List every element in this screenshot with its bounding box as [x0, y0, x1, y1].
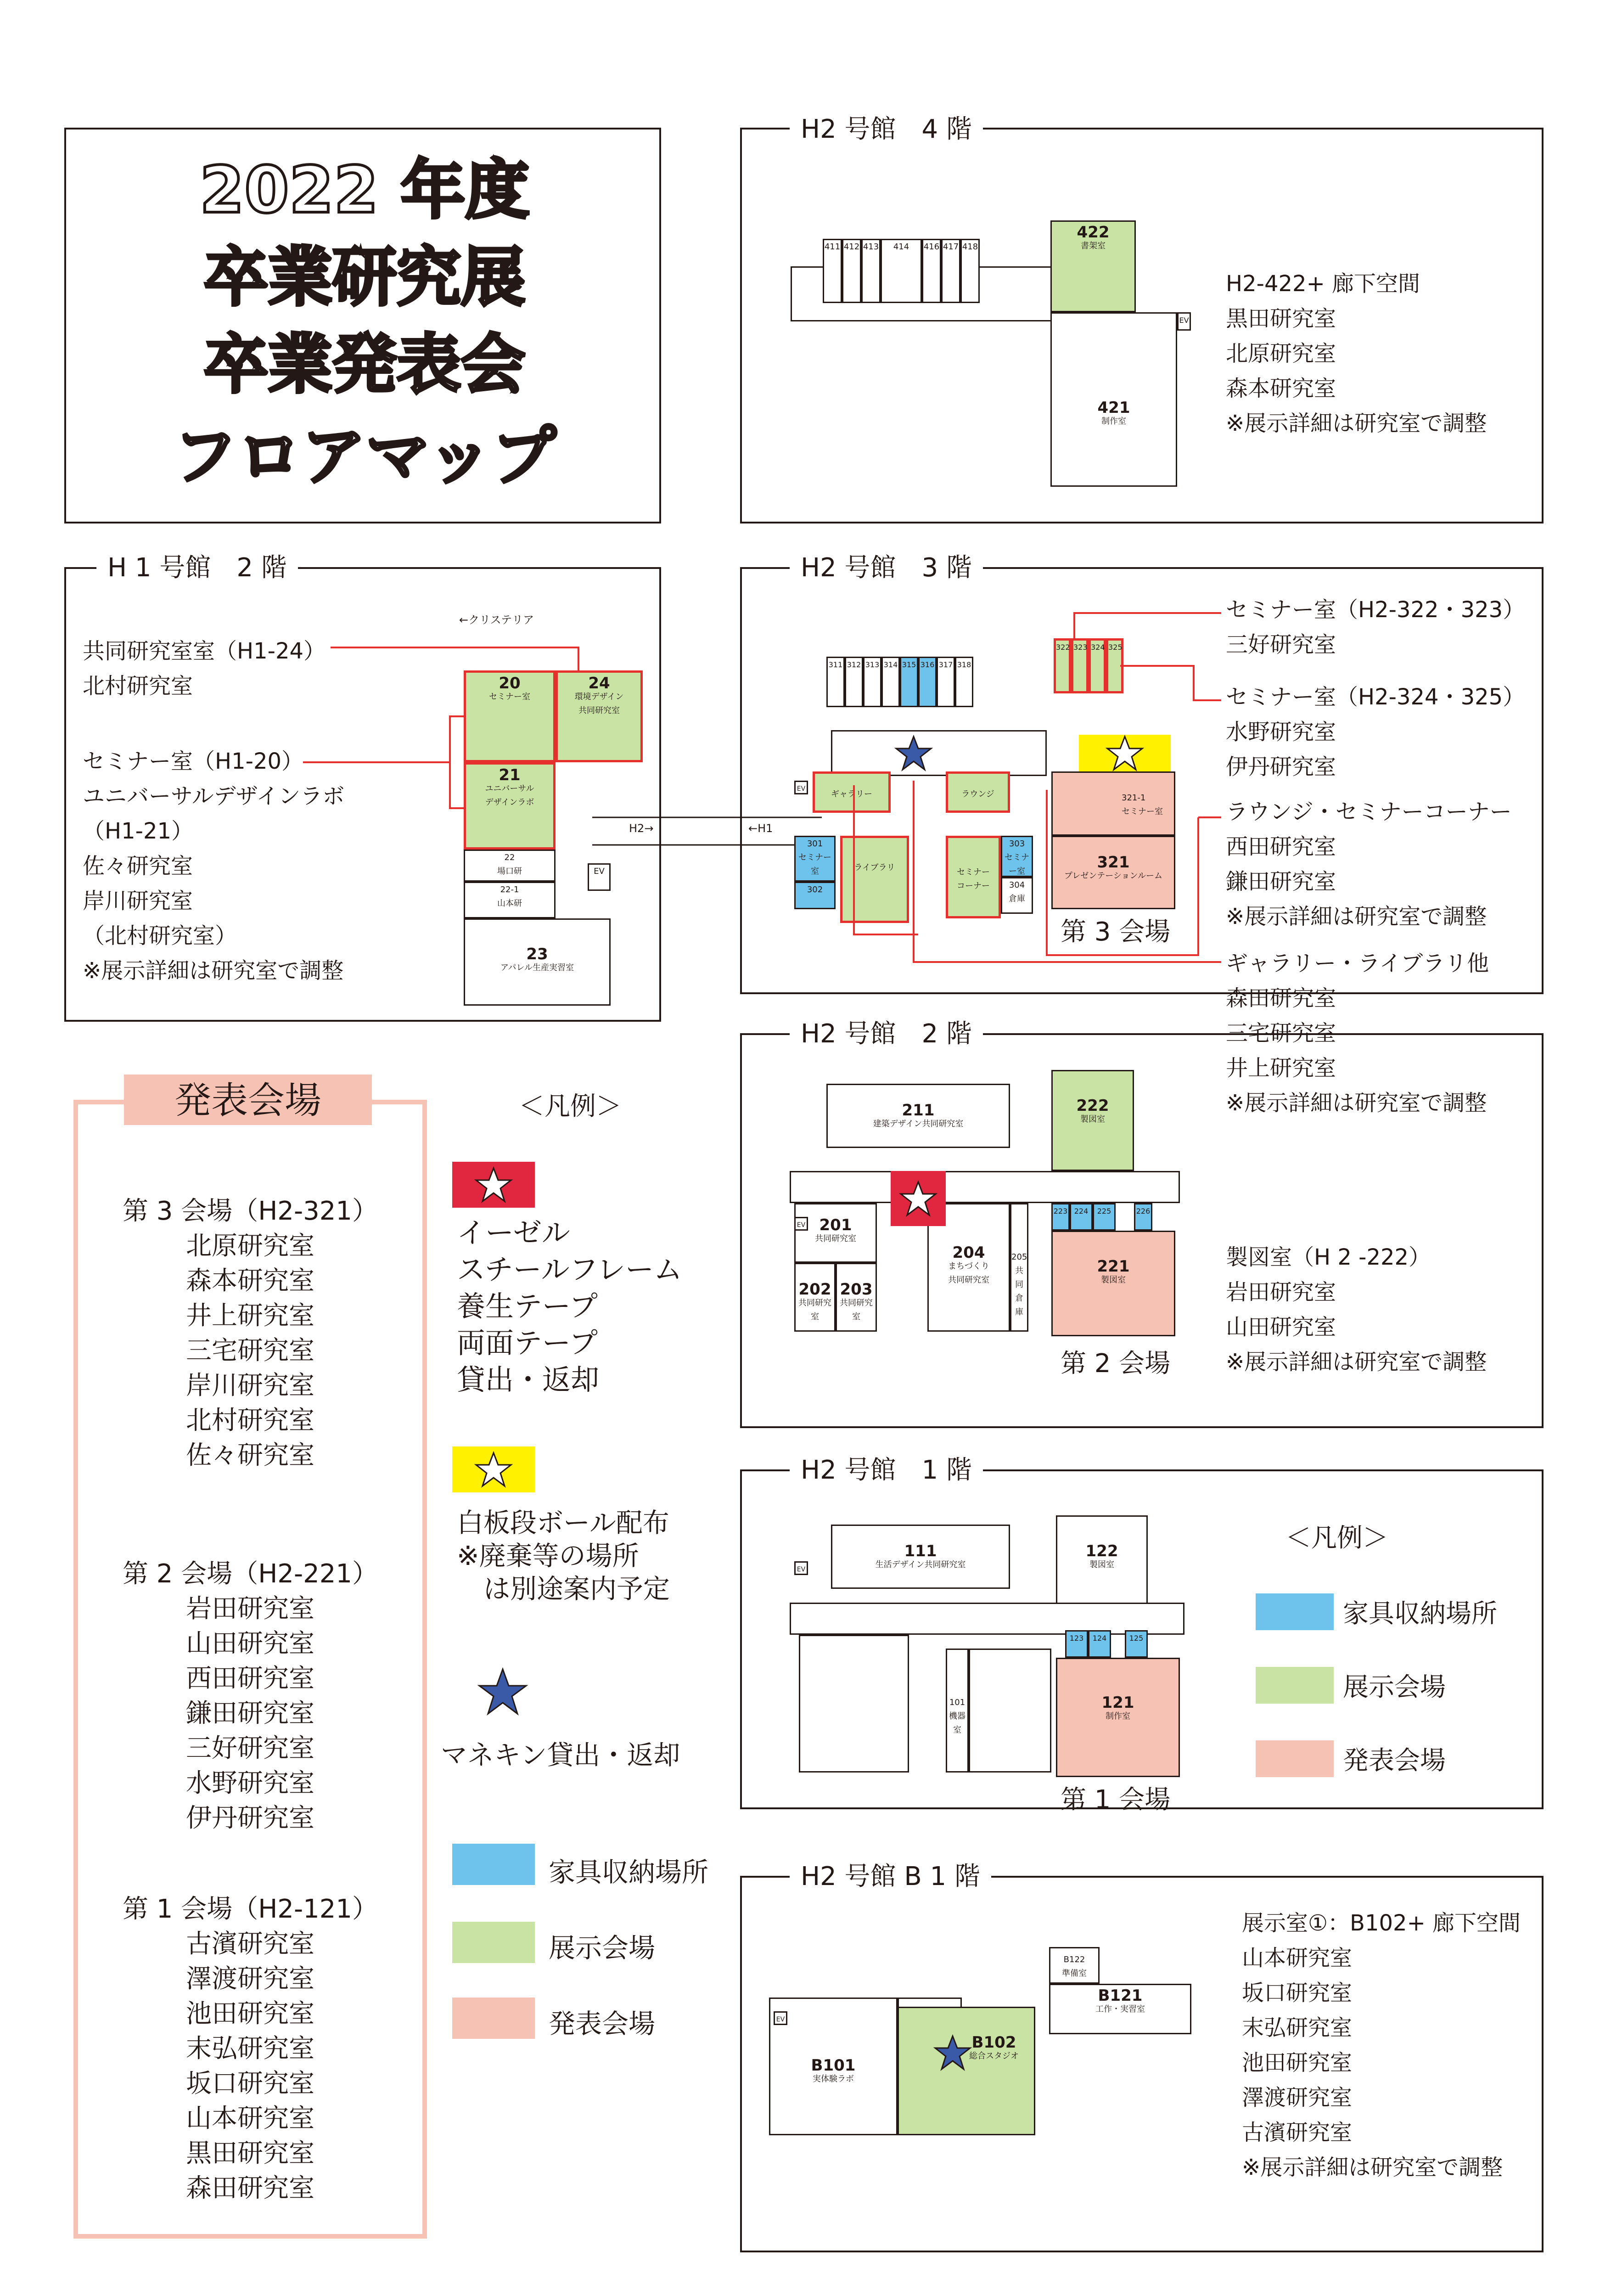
room-222: 222 製図室 — [1051, 1070, 1134, 1171]
h2-1f-ev: EV — [794, 1561, 808, 1575]
room-417: 417 — [941, 239, 960, 303]
venue-3-lab: 北村研究室 — [186, 1406, 314, 1435]
h2-b1-notes: 展示室①：B102+ 廊下空間 山本研究室 坂口研究室 末弘研究室 池田研究室 澤渡研究室 古濱研究室 ※展示詳細は研究室で調整 — [1242, 1910, 1521, 2180]
h2-1f-legend-storage — [1256, 1589, 1554, 1630]
venue-2-lab: 三好研究室 — [186, 1733, 314, 1763]
room-303: 303 セミナー室 — [1001, 836, 1033, 877]
h2-b1-label: H2 号館 B 1 階 — [790, 1862, 991, 1891]
room-311: 311 — [826, 657, 845, 707]
venue-3-label: 第 3 会場 — [1061, 917, 1171, 947]
room-121: 121 制作室 — [1056, 1658, 1180, 1777]
room-111: 111 生活デザイン共同研究室 — [831, 1525, 1010, 1589]
venue-2-title: 第 2 会場（H2-221） — [122, 1559, 378, 1589]
room-412: 412 — [842, 239, 861, 303]
room-h1-20: 20 セミナー室 — [464, 670, 556, 762]
legend-title: ＜凡例＞ — [519, 1092, 622, 1121]
legend-board-text: 白板段ボール配布 ※廃棄等の場所 は別途案内予定 — [457, 1507, 670, 1604]
legend-presentation-text: 発表会場 — [549, 2008, 656, 2039]
h2-1f-legend-exhibit-swatch — [1256, 1667, 1334, 1704]
h2-4f-label: H2 号館 4 階 — [790, 115, 983, 144]
title-line-3: 卒業発表会 — [203, 327, 526, 402]
room-416: 416 — [922, 239, 941, 303]
room-312: 312 — [845, 657, 863, 707]
room-313: 313 — [863, 657, 881, 707]
room-225: 225 — [1093, 1203, 1116, 1231]
h2-3f-note-d: ギャラリー・ライブラリ他 森田研究室 三宅研究室 井上研究室 ※展示詳細は研究室で調整 — [1226, 951, 1489, 1116]
room-322: 322 — [1054, 638, 1071, 693]
h2-1f-legend-presentation — [1256, 1736, 1554, 1777]
h2-1f-legend-exhibit — [1256, 1662, 1554, 1704]
room-224: 224 — [1070, 1203, 1093, 1231]
venue-2-lab: 岩田研究室 — [186, 1594, 314, 1624]
h2-1f-legend-storage-swatch — [1256, 1593, 1334, 1630]
h2-3f-label: H2 号館 3 階 — [790, 553, 983, 583]
venue-1-lab: 山本研究室 — [186, 2104, 314, 2133]
h2-1f-seminar-row — [1065, 1630, 1148, 1658]
room-h1-22-1: 22-1 山本研 — [464, 882, 556, 918]
room-b101: B101 実体験ラボ — [769, 1998, 898, 2135]
room-b102: B102 総合スタジオ — [898, 2007, 1035, 2135]
h2-b1-plan — [769, 1942, 1228, 2144]
mannequin-star-icon — [934, 2034, 971, 2071]
room-321: 321 プレゼンテーションルーム — [1051, 836, 1175, 909]
h2-2f-seminar-row — [1051, 1203, 1152, 1231]
room-211: 211 建築デザイン共同研究室 — [826, 1084, 1010, 1148]
room-h1-22: 22 場口研 — [464, 850, 556, 882]
room-414: 414 — [881, 239, 922, 303]
h2-2f-easel-marker — [891, 1171, 946, 1226]
room-204: 204 まちづくり 共同研究室 — [927, 1203, 1010, 1332]
h2-2f-label: H2 号館 2 階 — [790, 1019, 983, 1049]
venue-1-lab: 古濱研究室 — [186, 1929, 314, 1959]
arrow-to-h2: H2→ — [629, 822, 654, 835]
room-301: 301 セミナー室 — [794, 836, 836, 882]
room-413: 413 — [861, 239, 881, 303]
room-h1-21: 21 ユニバーサル デザインラボ — [464, 762, 556, 850]
h2-3f-ev: EV — [794, 781, 808, 794]
venue-2-lab: 水野研究室 — [186, 1768, 314, 1798]
room-h1-24: 24 環境デザイン 共同研究室 — [556, 670, 643, 762]
legend-easel-text: イーゼル スチールフレーム 養生テープ 両面テープ 貸出・返却 — [457, 1216, 683, 1396]
legend-exhibit-swatch — [452, 1922, 535, 1963]
venue-1-lab: 森田研究室 — [186, 2173, 314, 2203]
venue-3-lab: 三宅研究室 — [186, 1336, 314, 1366]
h2-2f-ev: EV — [794, 1217, 808, 1231]
venue-1-lab: 澤渡研究室 — [186, 1964, 314, 1994]
legend-board-swatch — [452, 1446, 535, 1492]
room-203: 203 共同研究室 — [836, 1263, 877, 1332]
room-h1-23: 23 アパレル生産実習室 — [464, 918, 611, 1006]
room-125: 125 — [1125, 1630, 1148, 1658]
venue-2-lab: 西田研究室 — [186, 1664, 314, 1694]
room-122: 122 製図室 — [1056, 1515, 1148, 1607]
room-123: 123 — [1065, 1630, 1088, 1658]
star-icon — [475, 1166, 512, 1203]
star-icon — [900, 1180, 937, 1217]
room-421: 421 制作室 — [1050, 312, 1177, 487]
venue-1-lab: 末弘研究室 — [186, 2034, 314, 2064]
venue-3-title: 第 3 会場（H2-321） — [122, 1196, 378, 1226]
room-411: 411 — [823, 239, 842, 303]
room-321-1: 321-1 セミナー室 — [1051, 771, 1175, 836]
legend-mannequin-star-icon — [477, 1667, 528, 1717]
h2-2f-notes: 製図室（H 2 -222） 岩田研究室 山田研究室 ※展示詳細は研究室で調整 — [1226, 1244, 1487, 1375]
cafeteria-label: ←クリステリア — [459, 613, 534, 626]
venue-3-lab: 井上研究室 — [186, 1301, 314, 1331]
venue-3-lab: 北原研究室 — [186, 1231, 314, 1261]
h1-2f-label: H 1 号館 2 階 — [96, 553, 298, 583]
h2-1f-legend-presentation-swatch — [1256, 1740, 1334, 1777]
h2-1f-legend-exhibit-label: 展示会場 — [1343, 1672, 1446, 1702]
h2-1f-plan — [790, 1511, 1230, 1795]
venue-2-lab: 山田研究室 — [186, 1629, 314, 1659]
room-202: 202 共同研究室 — [794, 1263, 836, 1332]
venue-2-lab: 鎌田研究室 — [186, 1699, 314, 1728]
h2-3f-lounge: ラウンジ — [946, 771, 1010, 813]
room-315: 315 — [900, 657, 918, 707]
h2-4f-ev: EV — [1177, 312, 1191, 331]
h2-3f-note-a: セミナー室（H2-322・323） 三好研究室 — [1226, 597, 1525, 658]
h2-4f-notes: H2-422+ 廊下空間 黒田研究室 北原研究室 森本研究室 ※展示詳細は研究室で調整 — [1226, 271, 1487, 436]
room-201: 201 共同研究室 — [794, 1203, 877, 1263]
room-418: 418 — [960, 239, 980, 303]
legend-exhibit-text: 展示会場 — [549, 1932, 656, 1964]
venue-1-lab: 黒田研究室 — [186, 2138, 314, 2168]
room-302: 302 — [794, 882, 836, 909]
h1-2f-note-a: 共同研究室室（H1-24） 北村研究室 — [83, 638, 326, 699]
venue-3-lab: 佐々研究室 — [186, 1441, 314, 1470]
room-b121: B121 工作・実習室 — [1049, 1984, 1191, 2034]
room-325: 325 — [1106, 638, 1123, 693]
h2-1f-lobby — [799, 1635, 909, 1773]
h2-2f-hall — [790, 1171, 1180, 1203]
title-line-4: フロアマップ — [173, 419, 556, 494]
legend-easel-swatch — [452, 1162, 535, 1208]
h2-3f-seminar-corner: セミナー コーナー — [946, 836, 1001, 918]
room-221: 221 製図室 — [1051, 1231, 1175, 1336]
venue-3-lab: 森本研究室 — [186, 1266, 314, 1296]
title-line-2: 卒業研究展 — [203, 240, 526, 315]
room-324: 324 — [1089, 638, 1106, 693]
room-205: 205 共同倉庫 — [1010, 1203, 1028, 1332]
legend-mannequin-text: マネキン貸出・返却 — [441, 1739, 680, 1771]
h2-b1-ev: EV — [774, 2011, 787, 2025]
h2-3f-note-c: ラウンジ・セミナーコーナー 西田研究室 鎌田研究室 ※展示詳細は研究室で調整 — [1226, 799, 1512, 929]
venue-1-lab: 池田研究室 — [186, 1999, 314, 2029]
title-line-1: 2022 年度 — [199, 153, 530, 228]
venue-list-heading: 発表会場 — [124, 1075, 372, 1125]
room-422: 422 書架室 — [1050, 220, 1136, 312]
room-317: 317 — [937, 657, 955, 707]
room-318: 318 — [955, 657, 973, 707]
h2-3f-library: ライブラリ — [840, 836, 909, 923]
venue-3-lab: 岸川研究室 — [186, 1371, 314, 1401]
room-124: 124 — [1088, 1630, 1111, 1658]
star-icon — [475, 1451, 512, 1488]
room-314: 314 — [881, 657, 900, 707]
h2-1f-legend-presentation-label: 発表会場 — [1343, 1746, 1446, 1776]
legend-presentation-swatch — [452, 1998, 535, 2039]
h2-1f-legend-title: ＜凡例＞ — [1285, 1523, 1388, 1553]
room-323: 323 — [1071, 638, 1089, 693]
room-304: 304 倉庫 — [1001, 877, 1033, 914]
venue-1-title: 第 1 会場（H2-121） — [122, 1894, 378, 1924]
venue-2-list — [73, 1557, 427, 1836]
h2-1f-atrium — [969, 1649, 1051, 1773]
h2-2f-plan — [790, 1065, 1203, 1387]
room-101: 101 機器室 — [946, 1649, 969, 1773]
venue-1-lab: 坂口研究室 — [186, 2069, 314, 2099]
h2-1f-label: H2 号館 1 階 — [790, 1456, 983, 1485]
venue-1-list — [73, 1892, 427, 2206]
h1-2f-note-b: セミナー室（H1-20） ユニバーサルデザインラボ （H1-21） 佐々研究室 岸川研究室 （北村研究室） ※展示詳細は研究室で調整 — [83, 748, 345, 984]
venue-3-list — [73, 1194, 427, 1473]
venue-1-label: 第 1 会場 — [1061, 1785, 1171, 1815]
room-223: 223 — [1051, 1203, 1070, 1231]
legend-storage-text: 家具収納場所 — [549, 1857, 709, 1888]
legend-storage-swatch — [452, 1844, 535, 1885]
venue-2-label: 第 2 会場 — [1061, 1349, 1171, 1379]
h2-3f-note-b: セミナー室（H2-324・325） 水野研究室 伊丹研究室 — [1226, 684, 1525, 780]
arrow-to-h1: ←H1 — [748, 822, 773, 835]
h1-2f-ev: EV — [588, 863, 611, 891]
room-226: 226 — [1134, 1203, 1152, 1231]
h2-1f-legend-storage-label: 家具収納場所 — [1343, 1599, 1497, 1629]
room-316: 316 — [918, 657, 937, 707]
room-b122: B122 準備室 — [1049, 1947, 1100, 1984]
h2-3f-gallery: ギャラリー — [813, 771, 891, 813]
venue-2-lab: 伊丹研究室 — [186, 1803, 314, 1833]
